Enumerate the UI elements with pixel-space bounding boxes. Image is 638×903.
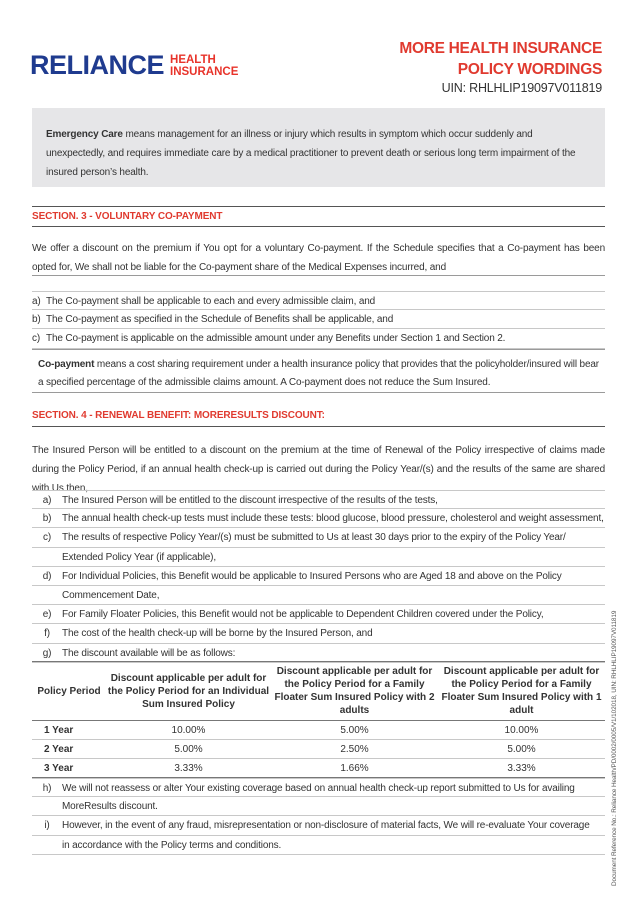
list-item-continued <box>32 836 605 855</box>
list-text: The Co-payment as specified in the Schedule of Benefits shall be applicable, and <box>46 314 394 326</box>
table-cell: 5.00% <box>271 721 438 740</box>
logo-subtitle-line2: INSURANCE <box>170 65 239 78</box>
divider <box>32 206 605 207</box>
list-text: MoreResults discount. <box>62 801 158 813</box>
table-row <box>32 740 605 759</box>
list-marker: b) <box>42 513 52 525</box>
list-item <box>32 624 605 643</box>
divider <box>32 275 605 276</box>
table-header-row <box>32 662 605 721</box>
list-item <box>32 778 605 797</box>
table-cell: 10.00% <box>438 721 605 740</box>
table-cell: 2.50% <box>271 740 438 759</box>
doc-uin: UIN: RHLHLIP19097V011819 <box>441 81 602 95</box>
section4-list-continued <box>32 778 605 855</box>
table-cell: 3.33% <box>106 759 271 778</box>
reliance-health-logo <box>30 52 238 79</box>
list-text: The Insured Person will be entitled to the discount irrespective of the results of the tests, <box>62 495 438 506</box>
doc-title-line1: MORE HEALTH INSURANCE <box>399 40 602 57</box>
list-marker: e) <box>42 609 52 621</box>
logo-wordmark: RELIANCE <box>30 50 165 80</box>
table-cell: 10.00% <box>106 721 271 740</box>
table-header-cell: Discount applicable per adult for the Policy Period for an Individual Sum Insured Policy <box>106 662 271 721</box>
table-cell: 1.66% <box>271 759 438 778</box>
table-row <box>32 759 605 778</box>
list-marker: g) <box>42 647 52 659</box>
list-text: The Co-payment is applicable on the admissible amount under any Benefits under Section 1 and Section 2. <box>46 333 506 345</box>
table-cell: 3 Year <box>32 759 106 778</box>
list-item-continued <box>32 797 605 816</box>
list-item <box>32 310 605 329</box>
co-payment-text <box>38 356 599 392</box>
list-item <box>32 291 605 310</box>
table-header-cell: Policy Period <box>32 662 106 721</box>
list-item <box>32 528 605 547</box>
discount-table <box>32 661 605 778</box>
list-item <box>32 567 605 586</box>
doc-title-line2: POLICY WORDINGS <box>457 61 602 78</box>
list-item <box>32 816 605 835</box>
list-text: Extended Policy Year (if applicable), <box>62 551 216 563</box>
section3-intro: We offer a discount on the premium if You opt for a voluntary Co-payment. If the Schedule specifies that a Co-payment has been opted for, We shall not be liable for the Co-payment share of the Medical Expenses incurred, and <box>32 243 605 274</box>
list-marker: c) <box>32 333 41 345</box>
divider <box>32 426 605 427</box>
emergency-care-body: means management for an illness or injury which results in symptom which occur suddenly and unexpectedly, and requires immediate care by a medical practitioner to prevent death or serious long term impairment of the insured person’s health. <box>46 129 576 178</box>
logo-subtitle-line1: HEALTH <box>170 53 216 66</box>
co-payment-term: Co-payment <box>38 359 95 370</box>
table-header-cell: Discount applicable per adult for the Policy Period for a Family Floater Sum Insured Policy with 1 adult <box>438 662 605 721</box>
section4-title: SECTION. 4 - RENEWAL BENEFIT: MORERESULTS DISCOUNT: <box>32 410 325 421</box>
emergency-care-text <box>46 125 591 182</box>
section3-list <box>32 291 605 349</box>
list-marker: b) <box>32 314 41 326</box>
list-text: The cost of the health check-up will be borne by the Insured Person, and <box>62 628 373 640</box>
list-text: The annual health check-up tests must include these tests: blood glucose, blood pressure, cholesterol and weight assessment, <box>62 513 604 525</box>
emergency-care-term: Emergency Care <box>46 129 123 140</box>
section3-title: SECTION. 3 - VOLUNTARY CO-PAYMENT <box>32 211 223 222</box>
list-marker: d) <box>42 570 52 582</box>
list-text: For Individual Policies, this Benefit would be applicable to Insured Persons who are Aged 18 and above on the Policy <box>62 570 562 582</box>
table-cell: 5.00% <box>438 740 605 759</box>
table-cell: 2 Year <box>32 740 106 759</box>
list-text: The results of respective Policy Year/(s) must be submitted to Us at least 30 days prior to the expiry of the Policy Year/ <box>62 532 566 544</box>
section4-intro: The Insured Person will be entitled to a discount on the premium at the time of Renewal of the Policy irrespective of claims made during the Policy Period, if an annual health check-up is carried out during the Policy Year/(s) and the results of the same are shared with Us then, <box>32 445 605 495</box>
list-item <box>32 605 605 624</box>
table-row <box>32 721 605 740</box>
list-text: We will not reassess or alter Your existing coverage based on annual health check-up report submitted to Us for availing <box>62 783 575 794</box>
co-payment-body: means a cost sharing requirement under a health insurance policy that provides that the policyholder/insured will bear a specified percentage of the admissible claims amount. A Co-payment does not reduce the Sum Insured. <box>38 359 599 388</box>
section4-list <box>32 490 605 663</box>
list-text: However, in the event of any fraud, misrepresentation or non-disclosure of material facts, We will re-evaluate Your coverage <box>62 820 590 832</box>
table-cell: 5.00% <box>106 740 271 759</box>
emergency-care-definition <box>32 108 605 187</box>
list-item <box>32 644 605 663</box>
list-text: Commencement Date, <box>62 589 160 601</box>
list-item-continued <box>32 586 605 605</box>
list-marker: h) <box>42 783 52 794</box>
list-item <box>32 509 605 528</box>
list-text: For Family Floater Policies, this Benefit would not be applicable to Dependent Children covered under the Policy, <box>62 609 544 621</box>
list-item <box>32 329 605 348</box>
list-marker: c) <box>42 532 52 544</box>
list-text: The discount available will be as follows: <box>62 647 236 659</box>
list-marker: i) <box>44 820 50 832</box>
list-marker: a) <box>32 296 41 307</box>
table-cell: 1 Year <box>32 721 106 740</box>
document-header <box>399 38 602 95</box>
divider <box>32 226 605 227</box>
list-text: in accordance with the Policy terms and conditions. <box>62 839 282 851</box>
list-item-continued <box>32 548 605 567</box>
logo-subtitle <box>170 54 238 78</box>
list-marker: a) <box>42 495 52 506</box>
list-text: The Co-payment shall be applicable to each and every admissible claim, and <box>46 296 376 307</box>
table-cell: 3.33% <box>438 759 605 778</box>
list-item <box>32 490 605 509</box>
document-reference-note: Document Reference No.: Reliance Health/PD/0002/0005/V1/102018, UIN: RHLHLIP19097V011819 <box>611 610 618 886</box>
co-payment-definition <box>32 349 605 393</box>
list-marker: f) <box>44 628 50 640</box>
table-header-cell: Discount applicable per adult for the Policy Period for a Family Floater Sum Insured Policy with 2 adults <box>271 662 438 721</box>
